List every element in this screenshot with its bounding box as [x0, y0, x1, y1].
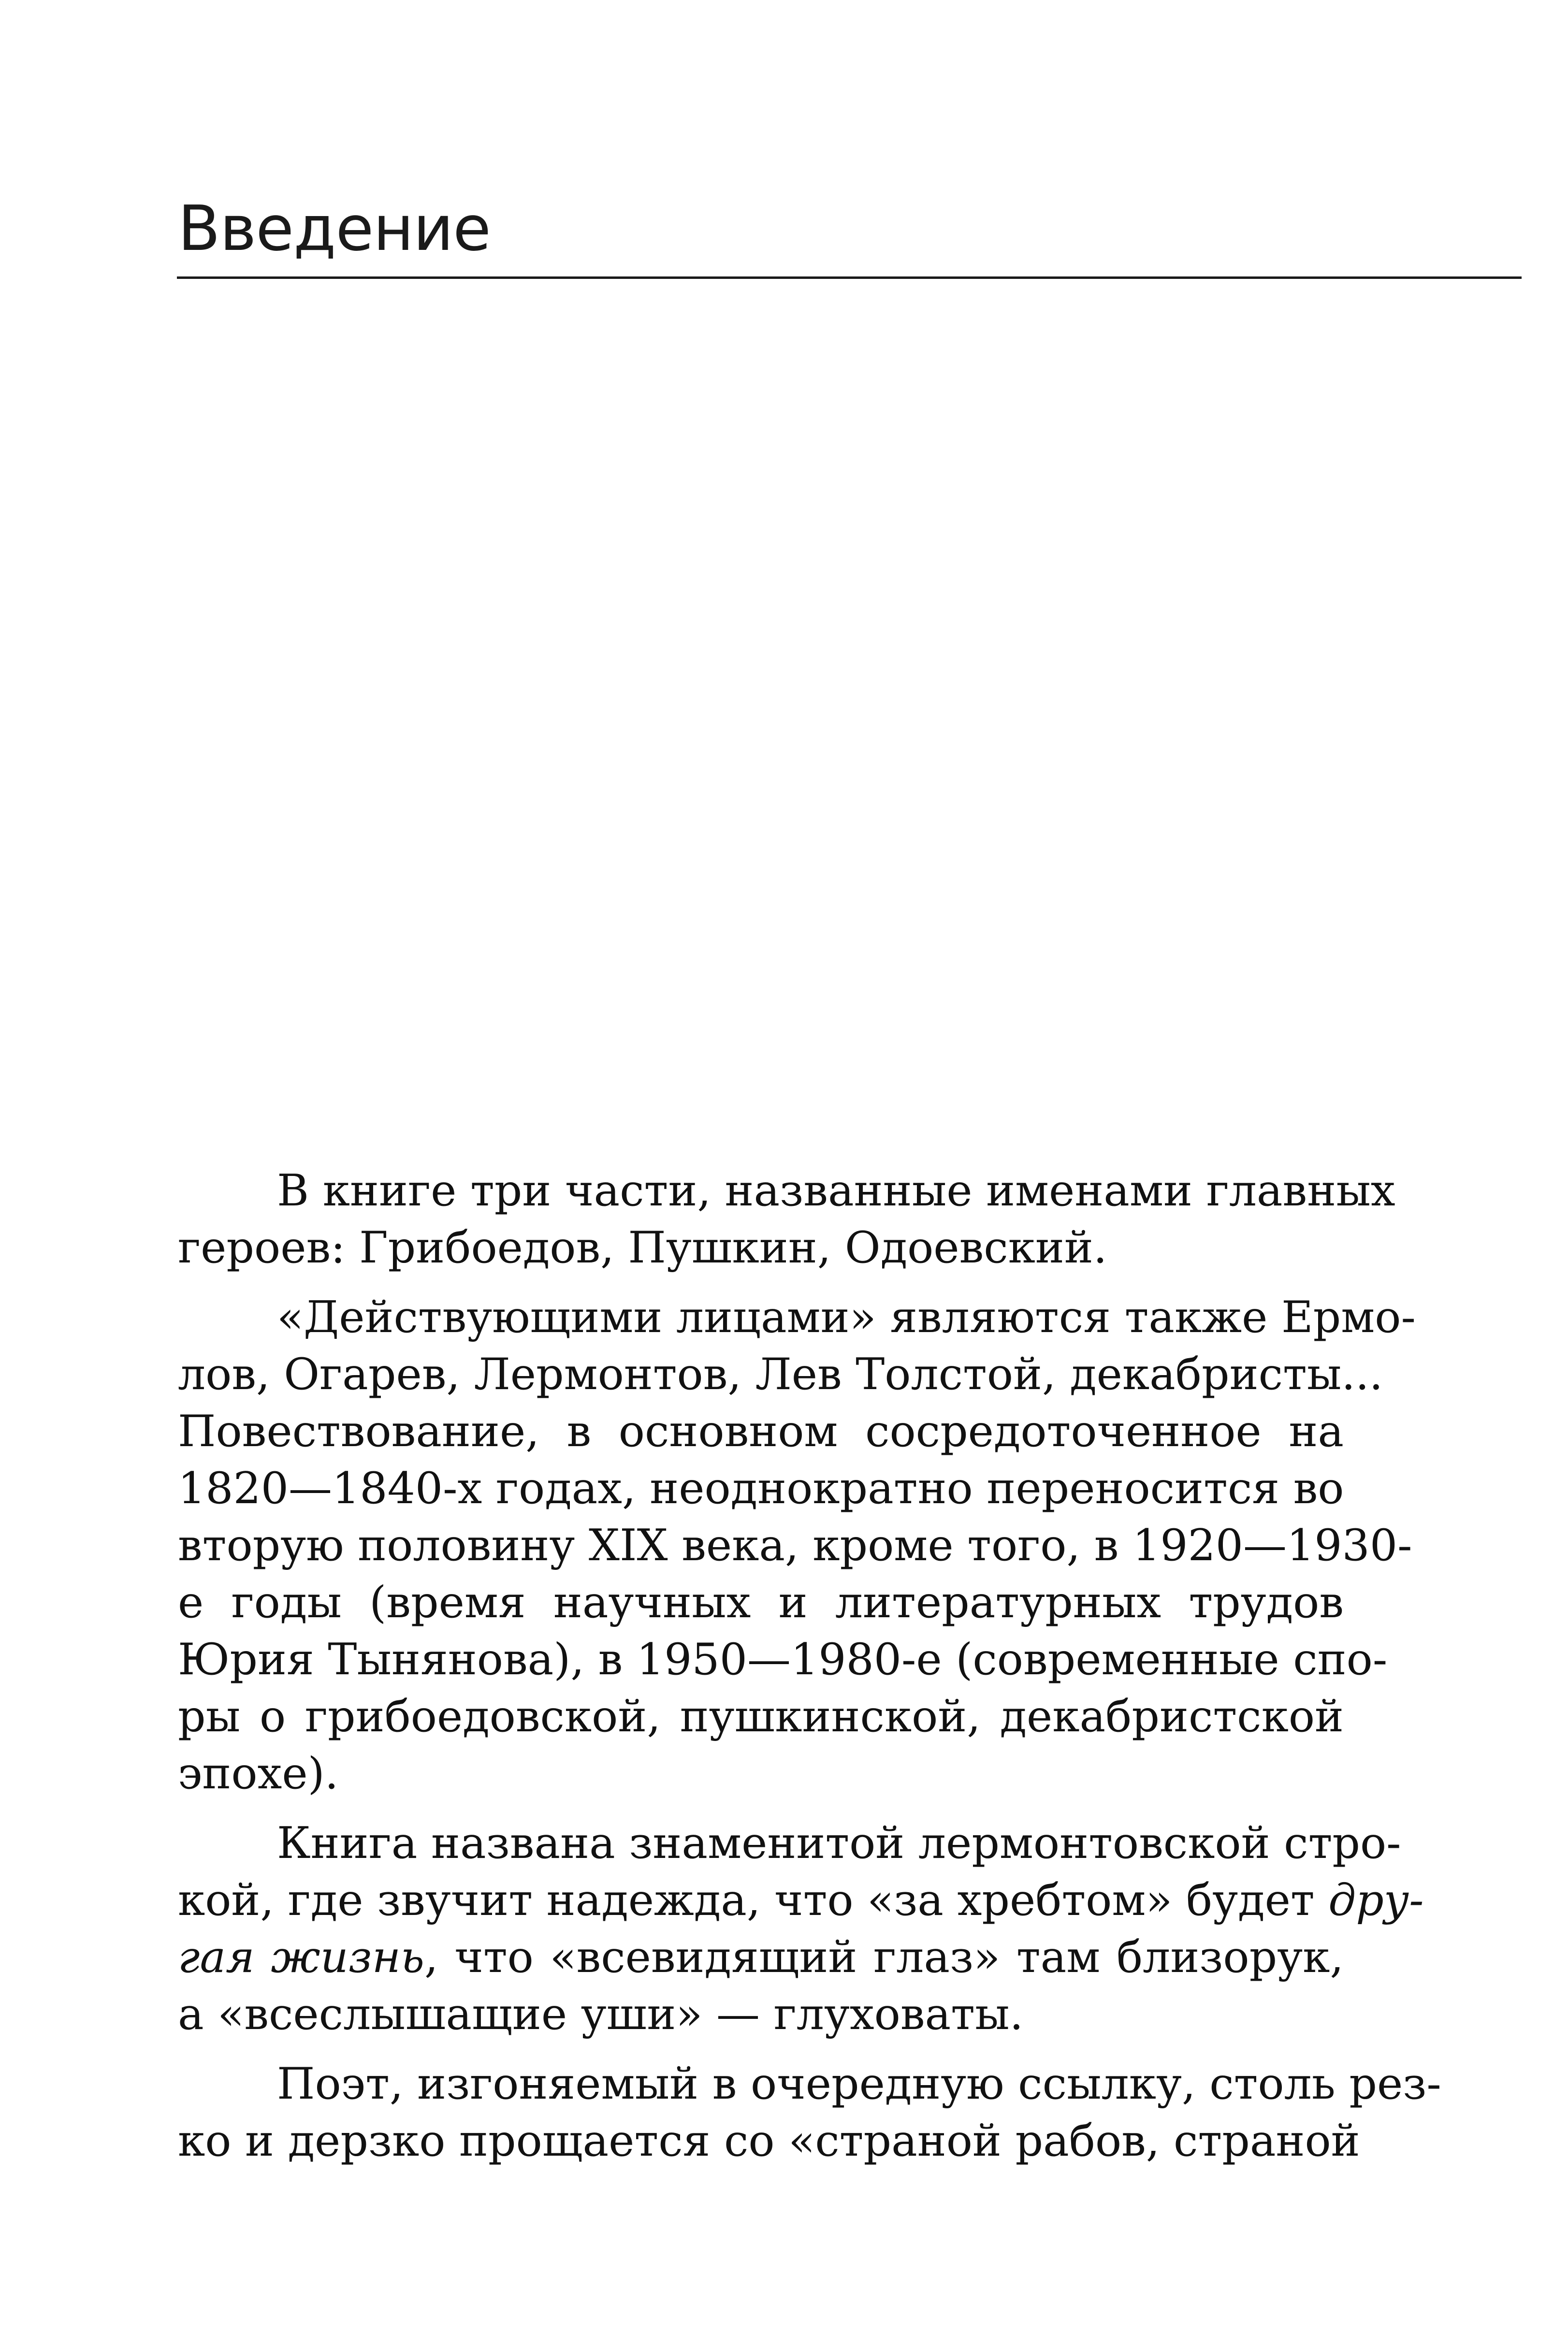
text-line: Книга названа знаменитой лермонтовской стро-	[277, 1818, 1401, 1869]
text-line: Юрия Тынянова), в 1950—1980-е (современные спо-	[178, 1634, 1388, 1685]
text-line: Поэт, изгоняемый в очередную ссылку, столь рез-	[277, 2059, 1441, 2109]
text-line: В книге три части, названные именами главных	[277, 1165, 1395, 1216]
paragraph-4	[178, 2056, 1441, 2170]
text-line: героев: Грибоедов, Пушкин, Одоевский.	[178, 1222, 1107, 1273]
italic-run: дру-	[1328, 1875, 1424, 1926]
body-text	[178, 1162, 1441, 2182]
paragraph-1	[178, 1162, 1395, 1276]
paragraph-3	[178, 1815, 1424, 2043]
text-line: ры о грибоедовской, пушкинской, декабристской	[178, 1691, 1344, 1742]
chapter-title: Введение	[178, 193, 491, 265]
text-line: е годы (время научных и литературных трудов	[178, 1577, 1344, 1628]
text-line: а «всеслышащие уши» — глуховаты.	[178, 1989, 1024, 2040]
text-line: «Действующими лицами» являются также Ермо-	[277, 1292, 1416, 1343]
text-run: кой, где звучит надежда, что «за хребтом» будет	[178, 1875, 1329, 1926]
text-line: лов, Огарев, Лермонтов, Лев Толстой, декабристы...	[178, 1349, 1383, 1400]
text-run: , что «всевидящий глаз» там близорук,	[424, 1932, 1344, 1983]
text-line	[178, 1872, 1424, 1929]
italic-run: гая жизнь	[178, 1932, 425, 1983]
text-line: вторую половину XIX века, кроме того, в 1920—1930-	[178, 1520, 1412, 1571]
text-line: эпохе).	[178, 1748, 339, 1799]
paragraph-2	[178, 1289, 1416, 1802]
title-rule	[177, 276, 1522, 279]
text-line: 1820—1840-х годах, неоднократно переносится во	[178, 1463, 1344, 1514]
text-line: ко и дерзко прощается со «страной рабов, страной	[178, 2116, 1360, 2166]
text-line: Повествование, в основном сосредоточенное на	[178, 1406, 1344, 1457]
text-line	[178, 1929, 1344, 1986]
